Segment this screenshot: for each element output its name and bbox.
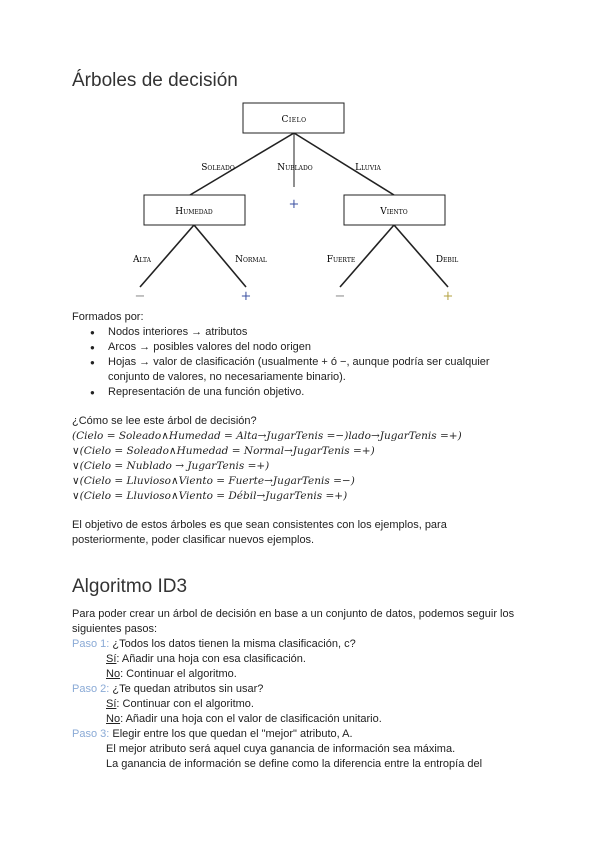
option-text: : Añadir una hoja con esa clasificación. [116, 653, 306, 665]
reading-block [72, 414, 542, 504]
branch-label-debil: Debil [435, 255, 459, 265]
formula-line: ∨(Cielo = Soleado∧Humedad = Normal→JugarTenis =+) [72, 445, 375, 457]
step-line: La ganancia de información se define como la diferencia entre la entropía del [106, 758, 483, 770]
tree-node-viento-label: Viento [380, 207, 408, 217]
option-text: : Continuar con el algoritmo. [116, 698, 254, 710]
branch-label-soleado: Soleado [201, 163, 235, 173]
leaf-nublado: + [288, 197, 300, 212]
step-line: El mejor atributo será aquel cuya ganancia de información sea máxima. [106, 743, 456, 755]
leaf-fuerte: − [334, 289, 346, 304]
decision-tree-diagram [0, 95, 600, 310]
option-key: Sí [106, 698, 117, 710]
reading-question: ¿Cómo se lee este árbol de decisión? [72, 415, 257, 427]
leaf-alta: − [134, 289, 146, 304]
step-text: ¿Te quedan atributos sin usar? [109, 683, 264, 695]
list-item: ● Hojas → valor de clasificación (usualmente + ó −, aunque podría ser cualquier conjunto de valores, no necesariamente binario). [90, 355, 532, 385]
branch-label-nublado: Nublado [277, 163, 313, 173]
id3-intro: Para poder crear un árbol de decisión en base a un conjunto de datos, podemos seguir los siguientes pasos: [72, 608, 515, 635]
step-text: ¿Todos los datos tienen la misma clasificación, c? [109, 638, 356, 650]
step-option [72, 652, 542, 667]
step-1 [72, 637, 542, 652]
option-key: Sí [106, 653, 117, 665]
branch-label-alta: Alta [132, 255, 152, 265]
tree-node-humedad-label: Humedad [175, 207, 213, 217]
step-label: Paso 2: [72, 683, 110, 695]
option-text: : Añadir una hoja con el valor de clasificación unitario. [120, 713, 382, 725]
list-item: ● Nodos interiores → atributos [90, 325, 532, 340]
formed-by-list [90, 325, 532, 400]
formed-by-label: Formados por: [72, 311, 144, 323]
objective-paragraph: El objetivo de estos árboles es que sean consistentes con los ejemplos, para posteriormente, poder clasificar nuevos ejemplos. [72, 519, 447, 546]
formula-line: ∨(Cielo = Lluvioso∧Viento = Fuerte→JugarTenis =−) [72, 475, 355, 487]
step-option [72, 667, 542, 682]
formed-by-block [72, 310, 532, 400]
step-option [72, 712, 542, 727]
id3-block [72, 607, 542, 772]
list-item: ● Arcos → posibles valores del nodo origen [90, 340, 532, 355]
tree-root-label: Cielo [281, 115, 307, 125]
branch-label-lluvia: Lluvia [355, 163, 381, 173]
list-item: ● Representación de una función objetivo. [90, 385, 532, 400]
step-option [72, 697, 542, 712]
branch-label-normal: Normal [235, 255, 267, 265]
section-title-decision-trees: Árboles de decisión [72, 70, 238, 91]
formula-line: ∨(Cielo = Nublado → JugarTenis =+) [72, 460, 270, 472]
step-2 [72, 682, 542, 697]
step-3 [72, 727, 542, 742]
leaf-normal: + [240, 289, 252, 304]
formula-line: (Cielo = Soleado∧Humedad = Alta→JugarTenis =−)lado→JugarTenis =+) [72, 430, 462, 442]
branch-label-fuerte: Fuerte [326, 255, 356, 265]
section-title-id3: Algoritmo ID3 [72, 576, 188, 597]
step-label: Paso 1: [72, 638, 110, 650]
option-key: No [106, 668, 121, 680]
step-text: Elegir entre los que quedan el "mejor" atributo, A. [109, 728, 353, 740]
step-label: Paso 3: [72, 728, 110, 740]
option-text: : Continuar el algoritmo. [120, 668, 237, 680]
option-key: No [106, 713, 121, 725]
leaf-debil: + [442, 289, 454, 304]
formula-line: ∨(Cielo = Lluvioso∧Viento = Débil→JugarTenis =+) [72, 490, 348, 502]
